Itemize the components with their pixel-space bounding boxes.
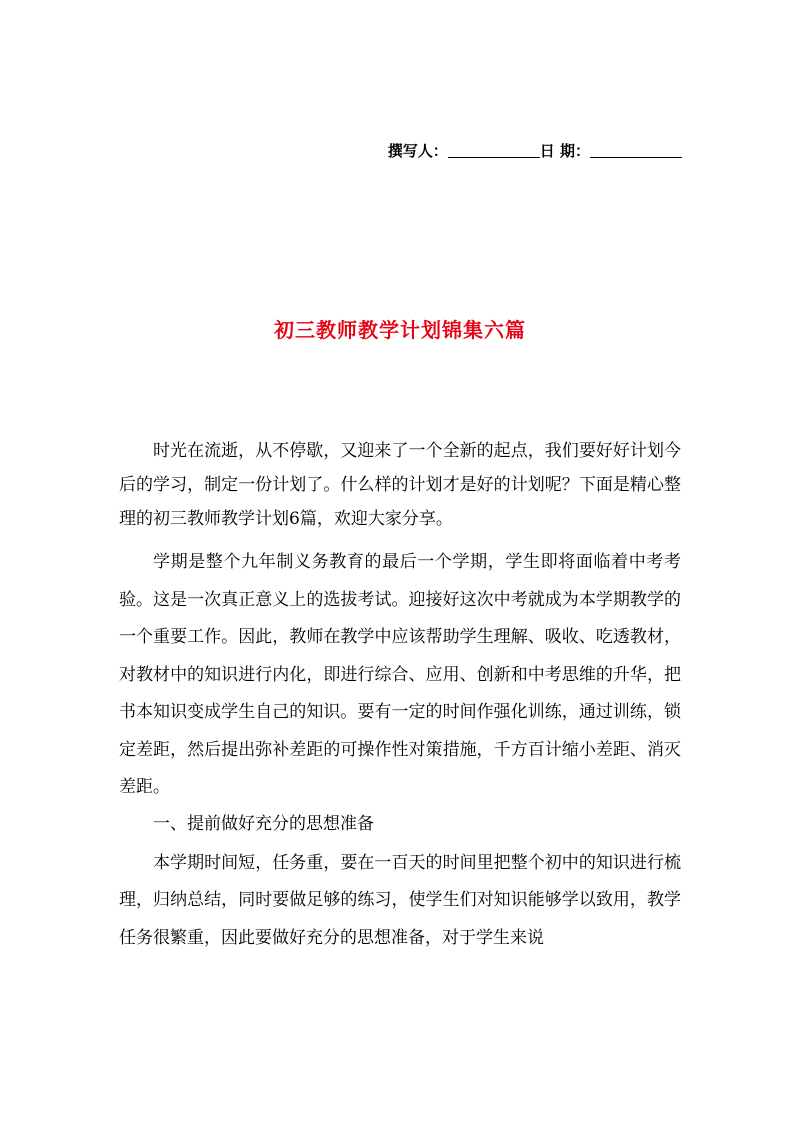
intro-paragraph: 时光在流逝，从不停歇，又迎来了一个全新的起点，我们要好好计划今后的学习，制定一份计划了。什么样的计划才是好的计划呢？下面是精心整理的初三教师教学计划6篇，欢迎大家分享。 <box>119 441 681 529</box>
document-title: 初三教师教学计划锦集六篇 <box>274 318 526 342</box>
author-date-line <box>388 140 682 161</box>
author-label: 撰写人： <box>387 142 448 160</box>
author-blank <box>448 143 540 158</box>
section-heading: 一、提前做好充分的思想准备 <box>153 813 374 834</box>
date-blank <box>590 143 682 158</box>
body-paragraph: 学期是整个九年制义务教育的最后一个学期，学生即将面临着中考考验。这是一次真正意义上的选拔考试。迎接好这次中考就成为本学期教学的一个重要工作。因此，教师在教学中应该帮助学生理解、吸收、吃透教材，对教材中的知识进行内化，即进行综合、应用、创新和中考思维的升华，把书本知识变成学生自己的知识。要有一定的时间作强化训练，通过训练，锁定差距，然后提出弥补差距的可操作性对策措施，千方百计缩小差距、消灭差距。 <box>119 552 681 797</box>
body-paragraph: 本学期时间短，任务重，要在一百天的时间里把整个初中的知识进行梳理，归纳总结，同时要做足够的练习，使学生们对知识能够学以致用，教学任务很繁重，因此要做好充分的思想准备，对于学生来说 <box>119 852 681 948</box>
document-body <box>119 434 681 957</box>
date-label: 日 期： <box>539 142 590 160</box>
